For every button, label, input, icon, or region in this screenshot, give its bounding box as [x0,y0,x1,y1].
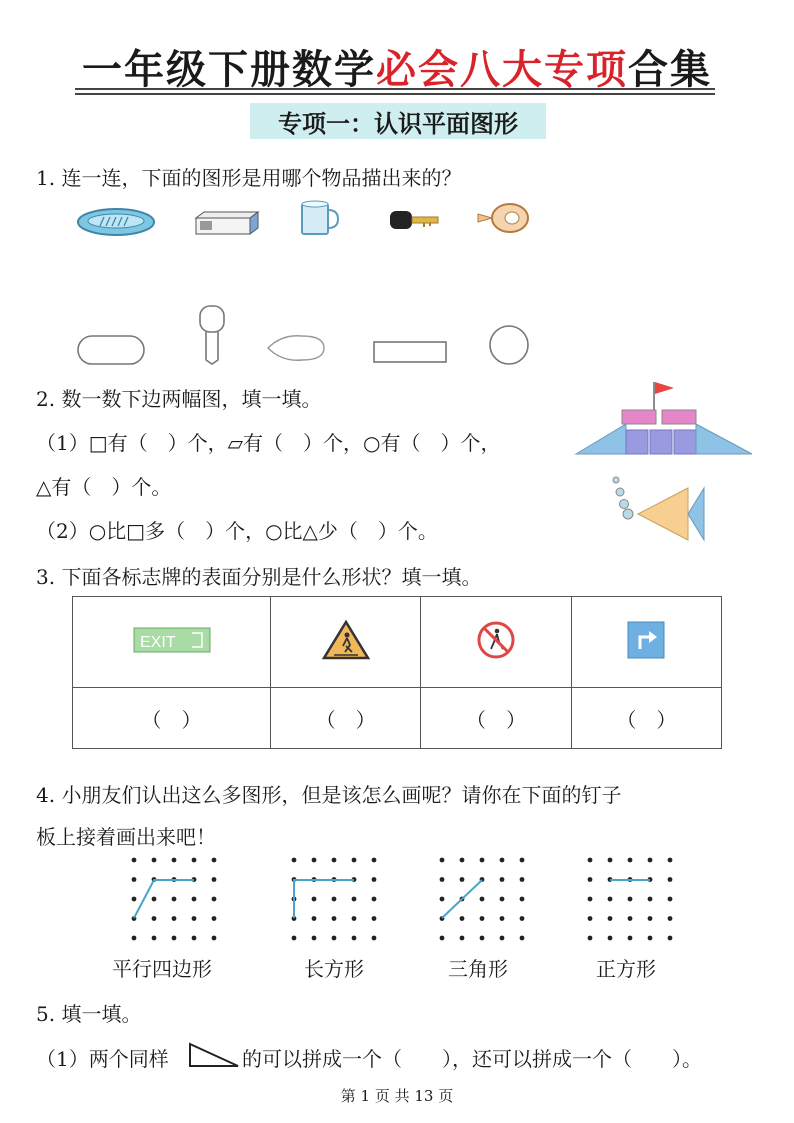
q5-sub1-a: （1）两个同样 [36,1047,169,1071]
sign-cell-exit [73,597,271,688]
q2-text: 2. 数一数下边两幅图，填一填。 [36,387,322,411]
peg-dot [132,936,137,941]
sign-cell-no-pedestrian [421,597,571,688]
rectangle-partial-line [294,880,354,918]
peg-dot [460,916,465,921]
svg-text:EXIT: EXIT [139,633,176,651]
peg-dot [172,916,177,921]
peg-dot [152,858,157,863]
q2-sub1-line1: （1）□有（ ）个，▱有（ ）个，○有（ ）个， [36,431,501,455]
rounded-rectangle-outline [78,336,144,364]
title-rule-bottom [75,93,715,95]
pegboards [120,848,680,948]
fish-figure [608,474,708,544]
peg-dot [588,858,593,863]
sign-cell-turn-right [571,597,721,688]
q2-sub2: （2）○比□多（ ）个，○比△少（ ）个。 [36,519,438,543]
peg-dot [352,936,357,941]
peg-dot [332,936,337,941]
pegboard-label-parallelogram: 平行四边形 [112,957,212,981]
blank-cell[interactable]: （ ） [421,688,571,749]
peg-dot [500,877,505,882]
peg-dot [480,916,485,921]
title-rule-top [75,88,715,90]
peg-dot [332,916,337,921]
peg-dot [500,916,505,921]
peg-dot [480,858,485,863]
rectangle-outline [374,342,446,362]
peg-dot [460,936,465,941]
peg-dot [212,916,217,921]
peg-dot [628,897,633,902]
peg-dot [440,936,445,941]
key-outline [200,306,224,364]
q1-objects [72,196,542,246]
peg-dot [192,936,197,941]
cup-icon [302,201,338,234]
page-title [0,38,794,95]
peg-dot [312,936,317,941]
peg-dot [212,936,217,941]
peg-dot [500,858,505,863]
peg-dot [648,897,653,902]
peg-dot [520,877,525,882]
peg-dot [588,897,593,902]
peg-dot [212,897,217,902]
peg-dot [192,897,197,902]
peg-dot [460,858,465,863]
peg-dot [648,916,653,921]
peg-dot [460,877,465,882]
peg-dot [352,916,357,921]
triangle-partial-line [442,880,482,918]
peg-dot [212,858,217,863]
peg-dot [132,897,137,902]
q1-text: 1. 连一连，下面的图形是用哪个物品描出来的？ [36,166,462,190]
circle-outline [490,326,528,364]
peg-dot [480,897,485,902]
section-title: 专项一：认识平面图形 [278,110,518,138]
peg-dot [648,858,653,863]
peg-dot [352,858,357,863]
peg-dot [132,877,137,882]
peg-dot [192,916,197,921]
peg-dot [668,916,673,921]
title-part3: 合集 [628,47,712,93]
peg-dot [372,916,377,921]
peg-dot [372,877,377,882]
pegboard-label-rectangle: 长方形 [304,957,364,981]
peg-dot [520,936,525,941]
peg-dot [668,936,673,941]
peg-dot [608,936,613,941]
sign-cell-pedestrian [271,597,421,688]
pegboard-label-square: 正方形 [596,957,656,981]
peg-dot [628,936,633,941]
peg-dot [352,897,357,902]
peg-dot [668,858,673,863]
title-part2: 必会八大专项 [376,47,628,93]
pegboard-label-triangle: 三角形 [448,957,508,981]
peg-dot [440,897,445,902]
q3-text: 3. 下面各标志牌的表面分别是什么形状？填一填。 [36,565,482,589]
peg-dot [608,858,613,863]
peg-dot [500,936,505,941]
peg-dot [312,858,317,863]
exit-sign-icon [132,625,212,655]
peg-dot [668,877,673,882]
title-part1: 一年级下册数学 [82,47,376,93]
box-icon [196,212,258,234]
peg-dot [668,897,673,902]
peg-dot [292,858,297,863]
parallelogram-partial-line [134,880,194,918]
peg-dot [628,916,633,921]
blank-cell[interactable]: （ ） [271,688,421,749]
peg-dot [312,916,317,921]
blank-cell[interactable]: （ ） [571,688,721,749]
turn-right-sign-icon [625,619,667,661]
peg-dot [520,897,525,902]
peg-dot [440,877,445,882]
boat-figure [574,378,756,458]
no-pedestrian-sign-icon [475,619,517,661]
tape-roll-icon [478,204,528,232]
peg-dot [152,936,157,941]
peg-dot [608,897,613,902]
pedestrian-warning-sign-icon [321,619,371,661]
q5-sub1-b: 的可以拼成一个（ ），还可以拼成一个（ ）。 [242,1047,702,1071]
q4-line2: 板上接着画出来吧！ [36,825,216,849]
peg-dot [212,877,217,882]
peg-dot [312,897,317,902]
peg-dot [172,858,177,863]
q5-text: 5. 填一填。 [36,1002,142,1026]
right-triangle-icon [188,1042,240,1068]
peg-dot [648,936,653,941]
peg-dot [588,877,593,882]
peg-dot [520,916,525,921]
peg-dot [628,858,633,863]
peg-dot [372,897,377,902]
teardrop-outline [268,336,324,361]
peg-dot [372,858,377,863]
peg-dot [480,936,485,941]
peg-dot [500,897,505,902]
q4-line1: 4. 小朋友们认出这么多图形，但是该怎么画呢？请你在下面的钉子 [36,783,622,807]
peg-dot [520,858,525,863]
peg-dot [332,897,337,902]
peg-dot [372,936,377,941]
peg-dot [292,936,297,941]
peg-dot [608,916,613,921]
peg-dot [192,858,197,863]
peg-dot [588,916,593,921]
peg-dot [152,916,157,921]
q1-outline-shapes [72,300,542,370]
peg-dot [440,858,445,863]
peg-dot [332,858,337,863]
key-icon [390,211,438,229]
soap-dish-icon [78,209,154,235]
signs-table [72,596,722,749]
q2-sub1-line2: △有（ ）个。 [36,475,172,499]
peg-dot [172,897,177,902]
peg-dot [172,936,177,941]
blank-cell[interactable]: （ ） [73,688,271,749]
peg-dot [152,897,157,902]
peg-dot [132,858,137,863]
peg-dot [588,936,593,941]
page-footer: 第 1 页 共 13 页 [340,1087,454,1105]
